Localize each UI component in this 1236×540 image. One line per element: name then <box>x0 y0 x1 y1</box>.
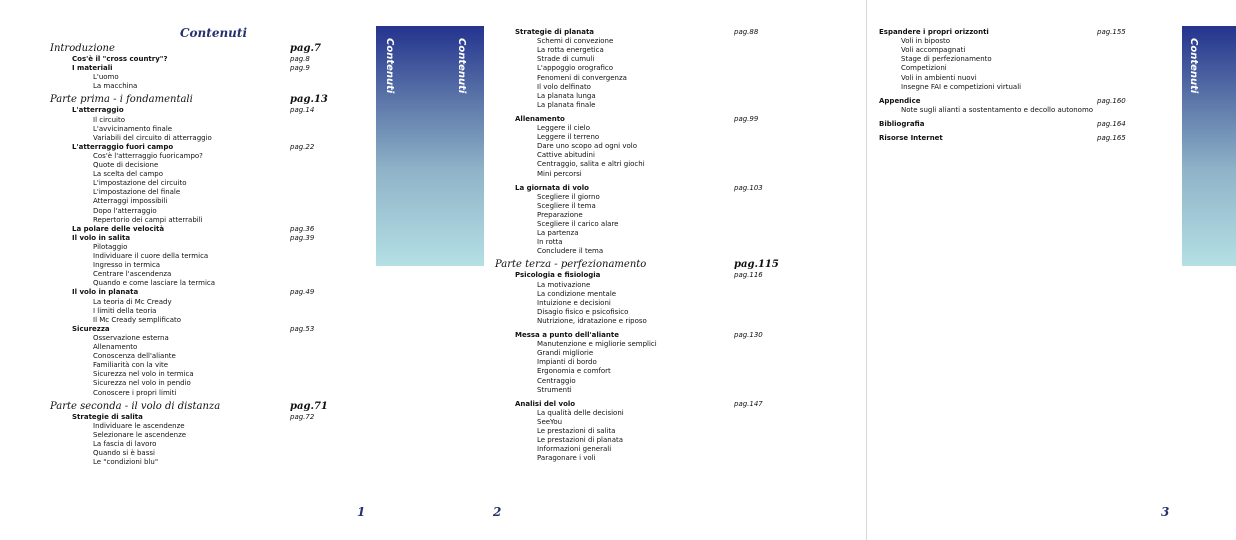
toc-section: Leggere il terreno <box>537 133 600 142</box>
toc-section: Allenamento <box>93 343 138 351</box>
toc-section: Conoscere i propri limiti <box>93 388 177 397</box>
toc-part-title: Introduzione <box>50 43 115 54</box>
toc-section: Pilotaggio <box>93 242 128 251</box>
toc-page-ref: pag.103 <box>734 183 763 192</box>
contents-title: Contenuti <box>180 26 248 40</box>
toc-section: Le "condizioni blu" <box>93 458 159 467</box>
toc-section: La rotta energetica <box>537 46 604 55</box>
toc-chapter: Messa a punto dell'aliante <box>515 331 619 339</box>
toc-page-ref: pag.130 <box>734 331 763 339</box>
toc-section: Individuare le ascendenze <box>93 421 185 430</box>
toc-page-ref: pag.99 <box>734 114 759 123</box>
toc-section: Scegliere il giorno <box>537 192 600 201</box>
toc-page-ref: pag.72 <box>290 412 315 421</box>
toc-section: La teoria di Mc Cready <box>93 297 172 306</box>
toc-section: Conoscenza dell'aliante <box>93 352 176 361</box>
toc-page-ref: pag.115 <box>734 259 779 271</box>
toc-page-ref: pag.160 <box>1097 96 1126 105</box>
toc-section: La fascia di lavoro <box>93 439 157 448</box>
toc-section: La planata finale <box>537 100 596 109</box>
toc-chapter: La polare delle velocità <box>72 224 165 233</box>
toc-chapter: Il volo in salita <box>72 233 131 242</box>
toc-section: Ingresso in termica <box>93 261 161 270</box>
toc-section: Paragonare i voli <box>537 454 596 463</box>
toc-section: La motivazione <box>537 280 591 289</box>
toc-section: Concludere il tema <box>537 247 604 256</box>
toc-section: Schemi di convezione <box>537 37 614 46</box>
toc-section: L'impostazione del circuito <box>93 179 187 188</box>
toc-page-ref: pag.22 <box>290 142 315 151</box>
toc-chapter: La giornata di volo <box>515 183 589 192</box>
toc-section: Il volo delfinato <box>537 82 591 91</box>
toc-page-ref: pag.39 <box>290 233 315 242</box>
toc-section: La partenza <box>537 229 579 238</box>
toc-section: Familiarità con la vite <box>93 361 169 370</box>
toc-page-ref: pag.8 <box>290 55 310 63</box>
toc-section: Cattive abitudini <box>537 151 595 160</box>
toc-section: Scegliere il tema <box>537 201 596 210</box>
toc-section: Insegne FAI e competizioni virtuali <box>901 82 1022 91</box>
toc-section: Stage di perfezionamento <box>901 55 992 64</box>
toc-section: Scegliere il carico alare <box>537 220 619 228</box>
toc-section: In rotta <box>537 238 563 247</box>
toc-section: Le prestazioni di planata <box>537 436 624 445</box>
toc-part-title: Parte terza - perfezionamento <box>495 259 647 271</box>
toc-section: Selezionare le ascendenze <box>93 430 187 439</box>
toc-section: Centraggio <box>537 376 576 385</box>
toc-section: Informazioni generali <box>537 445 612 454</box>
toc-page-ref: pag.49 <box>290 288 315 297</box>
toc-page-2 <box>490 0 866 540</box>
side-band <box>1182 26 1236 266</box>
toc-page-ref: pag.53 <box>290 324 315 333</box>
toc-section: SeeYou <box>537 417 563 426</box>
toc-chapter: Sicurezza <box>72 324 110 333</box>
toc-section: Quando si è bassi <box>93 449 155 457</box>
toc-section: Mini percorsi <box>537 169 582 178</box>
toc-page-ref: pag.7 <box>290 43 321 54</box>
toc-section: Individuare il cuore della termica <box>93 252 209 260</box>
toc-chapter: Strategie di planata <box>515 28 595 36</box>
toc-chapter: Strategie di salita <box>72 412 143 421</box>
toc-section: Repertorio dei campi atterrabili <box>93 215 203 224</box>
toc-page-ref: pag.14 <box>290 106 315 115</box>
toc-section: Voli accompagnati <box>901 46 966 55</box>
toc-section: La condizione mentale <box>537 289 617 298</box>
toc-section: Osservazione esterna <box>93 333 169 342</box>
toc-chapter: L'atterraggio fuori campo <box>72 142 174 151</box>
toc-section: Sicurezza nel volo in termica <box>93 370 194 379</box>
toc-chapter: Psicologia e fisiologia <box>515 271 601 280</box>
toc-chapter: Analisi del volo <box>515 399 576 408</box>
toc-page-ref: pag.147 <box>734 399 763 408</box>
toc-section: Le prestazioni di salita <box>537 427 616 435</box>
toc-section: Ergonomia e comfort <box>537 367 611 376</box>
toc-page-ref: pag.155 <box>1097 28 1126 36</box>
toc-section: Il circuito <box>93 115 126 124</box>
toc-chapter: L'atterraggio <box>72 106 124 115</box>
toc-page-ref: pag.13 <box>290 94 328 106</box>
toc-section: Grandi migliorie <box>537 349 594 358</box>
page-number: 3 <box>1161 505 1170 519</box>
toc-page-1 <box>0 0 490 540</box>
toc-section: La scelta del campo <box>93 170 164 179</box>
side-band <box>376 26 484 266</box>
toc-section: Dare uno scopo ad ogni volo <box>537 142 637 151</box>
page-number: 1 <box>357 505 366 519</box>
toc-section: Cos'è l'atterraggio fuoricampo? <box>93 151 203 160</box>
toc-chapter: Appendice <box>879 96 921 105</box>
toc-section: Preparazione <box>537 210 583 219</box>
toc-section: Atterraggi impossibili <box>93 197 168 206</box>
toc-page-ref: pag.88 <box>734 28 759 36</box>
toc-page-ref: pag.36 <box>290 224 315 233</box>
toc-chapter: Bibliografia <box>879 119 925 128</box>
band-label: Contenuti <box>456 38 467 94</box>
toc-section: Quando e come lasciare la termica <box>93 279 216 288</box>
toc-section: Fenomeni di convergenza <box>537 73 627 82</box>
toc-section: Disagio fisico e psicofisico <box>537 307 629 316</box>
toc-section: La qualità delle decisioni <box>537 408 624 417</box>
toc-section: Leggere il cielo <box>537 124 590 132</box>
toc-section: Dopo l'atterraggio <box>93 206 157 215</box>
toc-page-ref: pag.71 <box>290 400 328 412</box>
toc-chapter: Risorse Internet <box>879 134 943 142</box>
toc-section: Strumenti <box>537 385 572 394</box>
page-number: 2 <box>493 505 502 519</box>
toc-section: L'uomo <box>93 73 119 82</box>
toc-page-ref: pag.164 <box>1097 119 1126 128</box>
toc-section: I limiti della teoria <box>93 306 157 315</box>
toc-page-ref: pag.9 <box>290 64 310 73</box>
toc-section: Impianti di bordo <box>537 358 597 367</box>
toc-page-ref: pag.165 <box>1097 134 1126 142</box>
toc-section: La planata lunga <box>537 91 596 100</box>
toc-section: Il Mc Cready semplificato <box>93 315 182 324</box>
toc-chapter: Allenamento <box>515 114 565 123</box>
toc-section: Voli in biposto <box>901 37 951 46</box>
toc-section: Variabili del circuito di atterraggio <box>93 133 212 142</box>
toc-section: Nutrizione, idratazione e riposo <box>537 316 647 325</box>
toc-chapter: Il volo in planata <box>72 288 139 297</box>
toc-page-ref: pag.116 <box>734 271 763 280</box>
toc-section: La macchina <box>93 82 138 91</box>
toc-section: Centrare l'ascendenza <box>93 270 172 279</box>
toc-section: L'avvicinamento finale <box>93 124 173 133</box>
toc-section: Competizioni <box>901 64 947 73</box>
toc-section: Note sugli alianti a sostentamento e decollo autonomo <box>901 105 1094 114</box>
toc-section: Quote di decisione <box>93 161 159 169</box>
toc-section: Intuizione e decisioni <box>537 298 611 307</box>
toc-chapter: Espandere i propri orizzonti <box>879 28 989 36</box>
toc-section: L'appoggio orografico <box>537 64 614 73</box>
band-label: Contenuti <box>384 38 395 94</box>
toc-page-3 <box>866 0 1236 540</box>
toc-section: Manutenzione e migliorie semplici <box>537 340 657 349</box>
band-label: Contenuti <box>1188 38 1199 94</box>
toc-section: Centraggio, salita e altri giochi <box>537 160 645 169</box>
toc-section: Sicurezza nel volo in pendio <box>93 379 191 388</box>
toc-section: L'impostazione del finale <box>93 188 181 197</box>
toc-chapter: I materiali <box>72 64 113 73</box>
toc-section: Voli in ambienti nuovi <box>901 73 977 82</box>
toc-part-title: Parte seconda - il volo di distanza <box>50 400 221 412</box>
toc-chapter: Cos'è il "cross country"? <box>72 55 168 63</box>
toc-section: Strade di cumuli <box>537 55 595 64</box>
toc-part-title: Parte prima - i fondamentali <box>50 94 193 106</box>
